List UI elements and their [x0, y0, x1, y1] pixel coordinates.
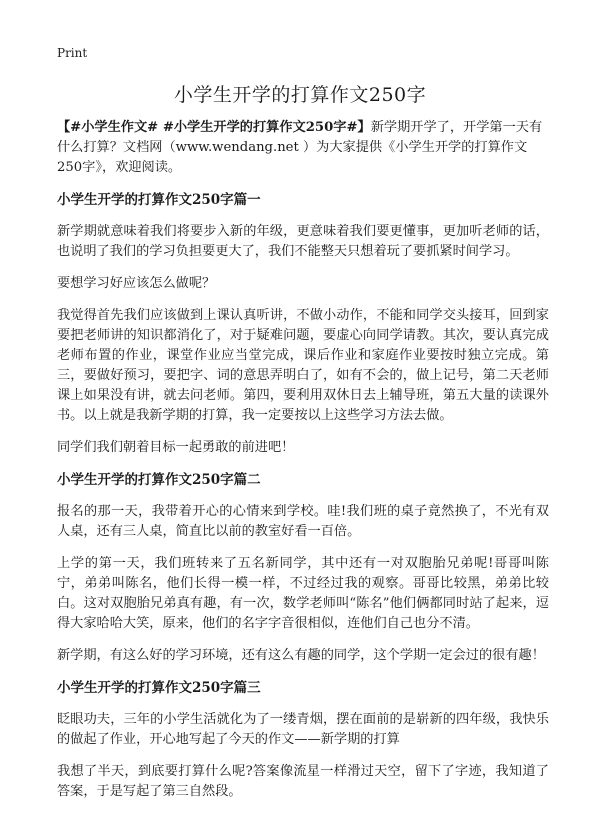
paragraph: 新学期就意味着我们将要步入新的年级，更意味着我们要更懂事，更加听老师的话，也说明了我们的学习负担要更大了，我们不能整天只想着玩了要抓紧时间学习。 — [57, 224, 549, 259]
paragraph: 同学们我们朝着目标一起勇敢的前进吧！ — [57, 440, 295, 455]
page-title: 小学生开学的打算作文250字 — [173, 84, 427, 106]
paragraph: 要想学习好应该怎么做呢？ — [57, 276, 216, 291]
intro-paragraph — [57, 118, 549, 178]
intro-tags: 【#小学生作文# #小学生开学的打算作文250字#】 — [57, 120, 371, 135]
paragraph: 眨眼功夫，三年的小学生活就化为了一缕青烟，摆在面前的是崭新的四年级，我快乐的做起了作业，开心地写起了今天的作文——新学期的打算 — [57, 712, 549, 747]
section-heading: 小学生开学的打算作文250字篇二 — [57, 472, 261, 488]
section-2 — [57, 470, 549, 666]
intro-text: 新学期开学了，开学第一天有什么打算？文档网（www.wendang.net ）为大家提供《小学生开学的打算作文250字》，欢迎阅读。 — [57, 120, 543, 175]
paragraph: 报名的那一天，我带着开心的心情来到学校。哇!我们班的桌子竟然换了，不光有双人桌，还有三人桌，简直比以前的教室好看一百倍。 — [57, 504, 549, 539]
section-heading: 小学生开学的打算作文250字篇三 — [57, 680, 261, 696]
paragraph: 我想了半天，到底要打算什么呢?答案像流星一样滑过天空，留下了字迹，我知道了答案，于是写起了第三自然段。 — [57, 764, 549, 799]
section-3 — [57, 678, 549, 802]
paragraph: 上学的第一天，我们班转来了五名新同学，其中还有一对双胞胎兄弟呢!哥哥叫陈宁，弟弟叫陈名，他们长得一模一样，不过经过我的观察。哥哥比较黑，弟弟比较白。这对双胞胎兄弟真有趣，有一次，数学老师叫“陈名”他们俩都同时站了起来，逗得大家哈哈大笑，原来，他们的名字字音很相似，连他们自己也分不清。 — [57, 556, 549, 631]
paragraph: 新学期，有这么好的学习环境，还有这么有趣的同学，这个学期一定会过的很有趣！ — [57, 648, 545, 663]
article-body — [57, 118, 549, 814]
section-heading: 小学生开学的打算作文250字篇一 — [57, 192, 261, 208]
print-link[interactable]: Print — [57, 46, 88, 60]
paragraph: 我觉得首先我们应该做到上课认真听讲，不做小动作，不能和同学交头接耳，回到家要把老师讲的知识都消化了，对于疑难问题，要虚心向同学请教。其次，要认真完成老师布置的作业，课堂作业应当堂完成，课后作业和家庭作业要按时独立完成。第三，要做好预习，要把字、词的意思弄明白了，如有不会的，做上记号，第二天老师课上如果没有讲，就去问老师。第四，要利用双休日去上辅导班，第五大量的读课外书。以上就是我新学期的打算，我一定要按以上这些学习方法去做。 — [57, 308, 549, 423]
section-1 — [57, 190, 549, 458]
